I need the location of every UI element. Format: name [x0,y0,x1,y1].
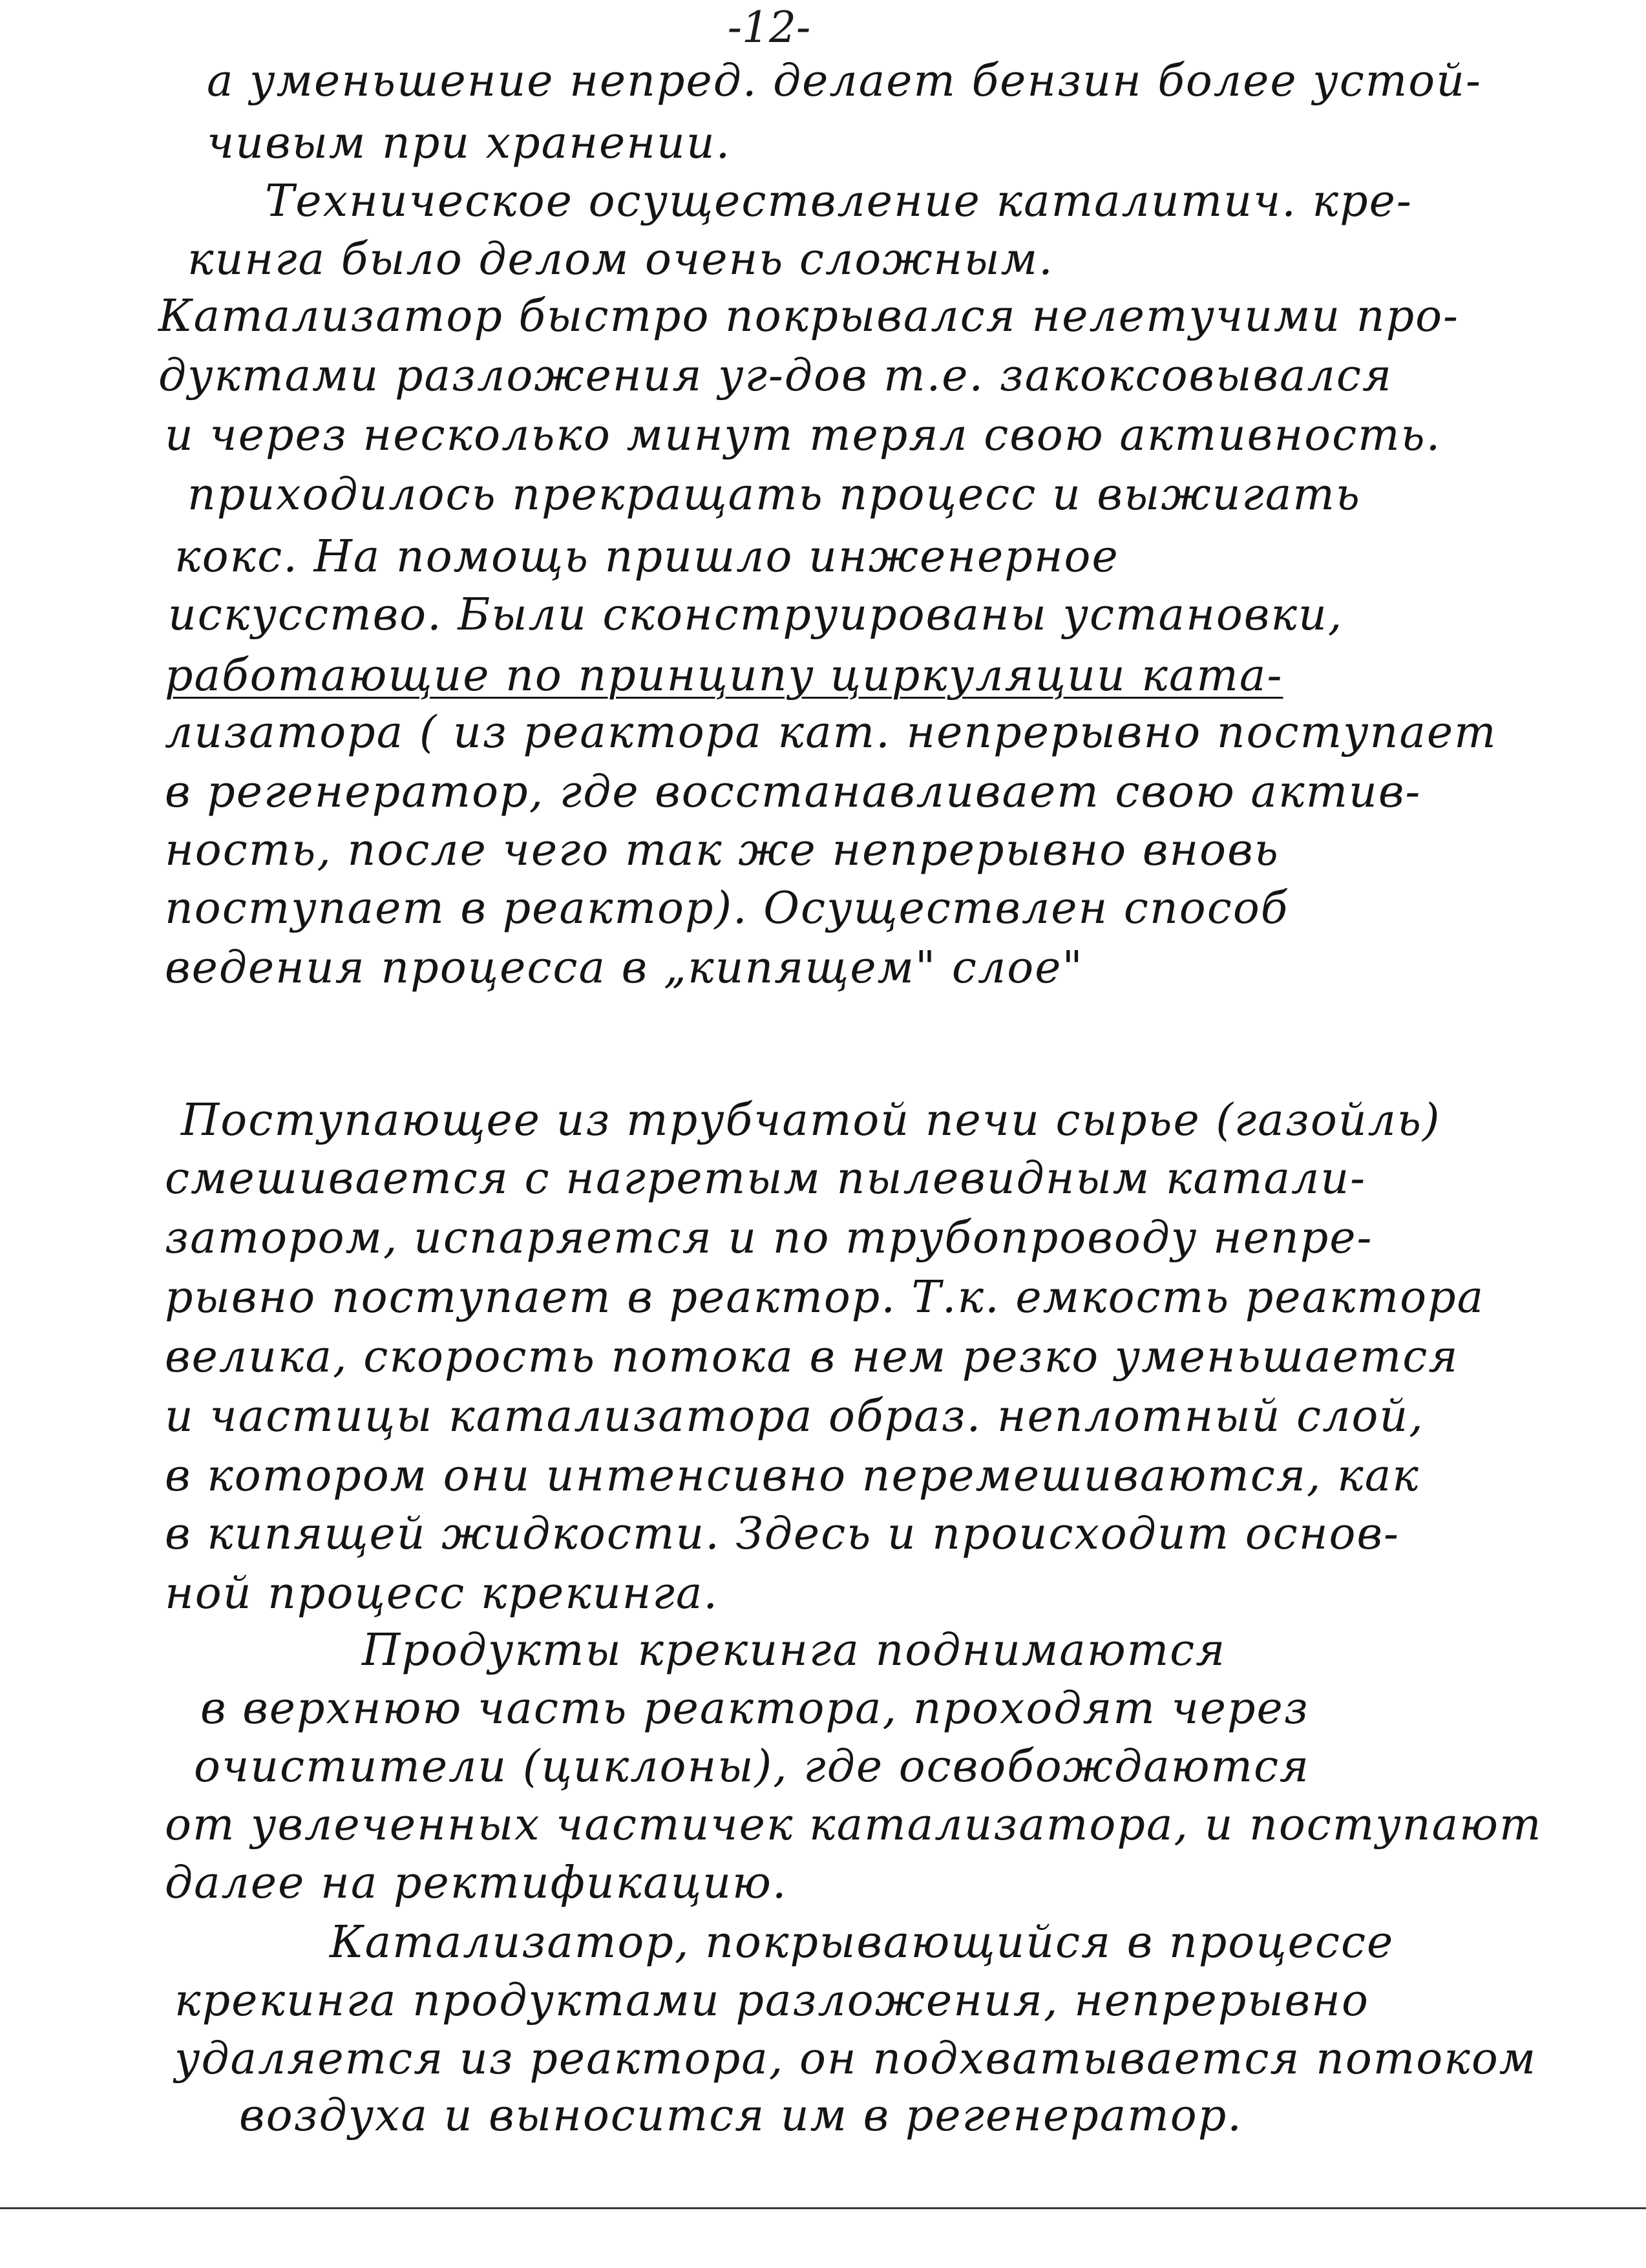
text-line: кинга было делом очень сложным. [187,234,1054,285]
text-line: и через несколько минут терял свою активность. [165,410,1442,461]
text-line: Продукты крекинга поднимаются [362,1625,1227,1676]
text-line: а уменьшение непред. делает бензин более устой- [207,56,1482,107]
text-line: в верхнюю часть реактора, проходят через [200,1683,1309,1734]
text-line: чивым при хранении. [207,118,732,169]
text-line: Техническое осуществление каталитич. кре- [265,176,1413,227]
text-line: дуктами разложения уг-дов т.е. закоксовывался [158,350,1393,401]
text-line: ность, после чего так же непрерывно вновь [165,825,1280,876]
text-line: приходилось прекращать процесс и выжигать [187,469,1361,520]
text-line: далее на ректификацию. [165,1858,788,1909]
text-line: рывно поступает в реактор. Т.к. емкость реактора [165,1272,1485,1323]
text-line: Поступающее из трубчатой печи сырье (газойль) [181,1095,1441,1146]
text-line: удаляется из реактора, он подхватывается потоком [174,2033,1537,2084]
text-line: кокс. На помощь пришло инженерное [174,531,1119,582]
text-line: смешивается с нагретым пылевидным катали- [165,1153,1367,1204]
text-line: от увлеченных частичек катализатора, и поступают [165,1799,1543,1850]
bottom-rule [0,2207,1646,2209]
text-line: в регенератор, где восстанавливает свою актив- [165,767,1422,818]
text-line: в котором они интенсивно перемешиваются, как [165,1450,1420,1501]
text-line: ведения процесса в „кипящем" слое" [165,942,1084,993]
text-line: поступает в реактор). Осуществлен способ [165,883,1289,934]
text-line: и частицы катализатора образ. неплотный слой, [165,1391,1424,1442]
text-line: Катализатор быстро покрывался нелетучими про- [158,291,1460,342]
text-line: Катализатор, покрывающийся в процессе [330,1917,1395,1968]
page-number: -12- [727,3,811,52]
text-line: крекинга продуктами разложения, непрерывно [174,1975,1369,2026]
text-line: затором, испаряется и по трубопроводу непре- [165,1213,1373,1264]
text-line: лизатора ( из реактора кат. непрерывно поступает [165,707,1497,758]
text-line: очистители (циклоны), где освобождаются [194,1741,1311,1792]
text-line: в кипящей жидкости. Здесь и происходит основ- [165,1509,1400,1560]
text-line: велика, скорость потока в нем резко уменьшается [165,1331,1459,1383]
text-line: искусство. Были сконструированы установки, [168,589,1344,641]
text-line: воздуха и выносится им в регенератор. [239,2090,1243,2141]
text-line: работающие по принципу циркуляции ката- [165,650,1283,701]
text-line: ной процесс крекинга. [165,1568,719,1619]
